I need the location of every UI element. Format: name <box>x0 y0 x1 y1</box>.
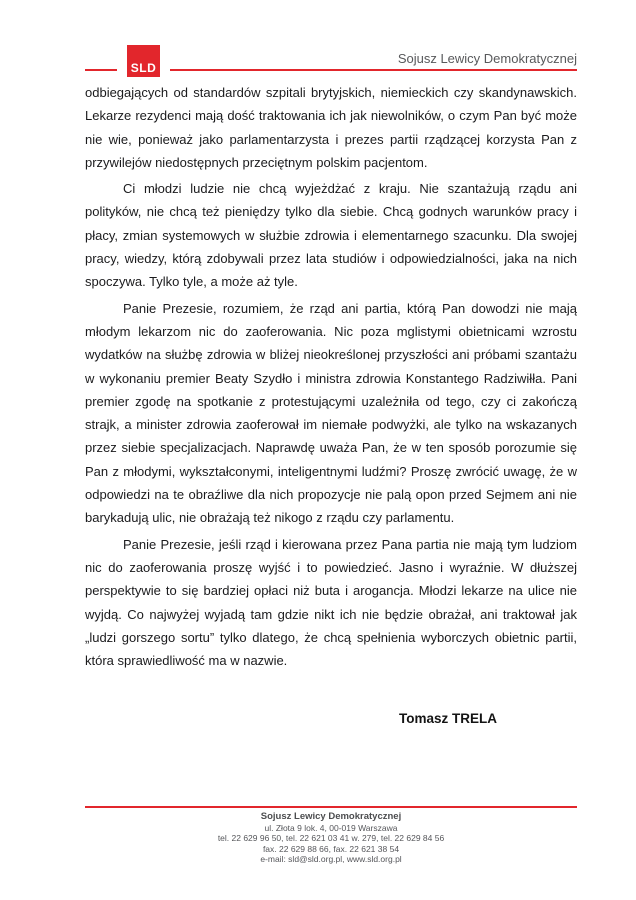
footer-phones: tel. 22 629 96 50, tel. 22 621 03 41 w. 279, tel. 22 629 84 56 <box>217 833 445 844</box>
footer-org-name: Sojusz Lewicy Demokratycznej <box>260 811 402 822</box>
footer-address: ul. Złota 9 lok. 4, 00-019 Warszawa <box>264 823 398 833</box>
paragraph-2: Ci młodzi ludzie nie chcą wyjeżdżać z kraju. Nie szantażują rządu ani polityków, nie chcą też pieniędzy tylko dla siebie. Chcą godnych warunków pracy i płacy, zmian systemowych w służbie zdrowia i elementarnego szacunku. Dla swojej pracy, wiedzy, którą zdobywali przez lata studiów i odpowiedzialności, jaka na nich spoczywa. Tylko tyle, a może aż tyle. <box>85 181 577 290</box>
paragraph-1: odbiegających od standardów szpitali brytyjskich, niemieckich czy skandynawskich. Lekarze rezydenci mają dość traktowania ich jak niewolników, o czym Pan być może nie wie, ponieważ jako parlamentarzysta i prezes partii rządzącej korzysta Pan z przywilejów niedostępnych przeciętnym polskim pacjentom. <box>85 85 577 170</box>
signature: Tomasz TRELA <box>398 711 497 726</box>
paragraph-3: Panie Prezesie, rozumiem, że rząd ani partia, którą Pan dowodzi nie mają młodym lekarzom nic do zaoferowania. Nic poza mglistymi obietnicami wzrostu wydatków na służbę zdrowia w bliżej nieokreślonej przyszłości ani próbami szantażu w wykonaniu premier Beaty Szydło i ministra zdrowia Konstantego Radziwiłła. Pani premier zgodę na spotkanie z protestującymi uzależniła od tego, czy ci zakończą strajk, a minister zdrowia zaoferował im niemałe podwyżki, ale tylko na wskazanych przez siebie specjalizacjach. Naprawdę uważa Pan, że w ten sposób porozumie się Pan z młodymi, wykształconymi, inteligentnymi ludźmi? Proszę zwrócić uwagę, że w odpowiedzi na te obraźliwe dla nich propozycje nie palą opon przed Sejmem ani nie barykadują ulic, nie obrażają też nikogo z rządu czy parlamentu. <box>85 300 577 526</box>
sld-logo <box>127 45 160 77</box>
header-rule-right <box>170 69 577 71</box>
header-org-name: Sojusz Lewicy Demokratycznej <box>397 51 577 66</box>
paragraph-4: Panie Prezesie, jeśli rząd i kierowana przez Pana partia nie mają tym ludziom nic do zaoferowania proszę wyjść i to powiedzieć. Jasno i wyraźnie. W dłuższej perspektywie to się bardziej opłaci niż buta i arogancja. Młodzi lekarze na ulice nie wyjdą. Co najwyżej wyjadą tam gdzie nikt ich nie będzie obrażał, ani traktował jak „ludzi gorszego sortu” tylko dlatego, że chcą spełnienia wyborczych obietnic partii, która sprawiedliwość ma w nazwie. <box>85 536 577 669</box>
footer-fax: fax. 22 629 88 66, fax. 22 621 38 54 <box>262 843 400 854</box>
letter-body <box>85 81 577 675</box>
footer-block <box>85 811 577 864</box>
header-rule-left <box>85 69 117 71</box>
footer-email-web: e-mail: sld@sld.org.pl, www.sld.org.pl <box>260 853 402 864</box>
footer-rule <box>85 806 577 808</box>
sld-logo-text: SLD <box>130 61 157 75</box>
